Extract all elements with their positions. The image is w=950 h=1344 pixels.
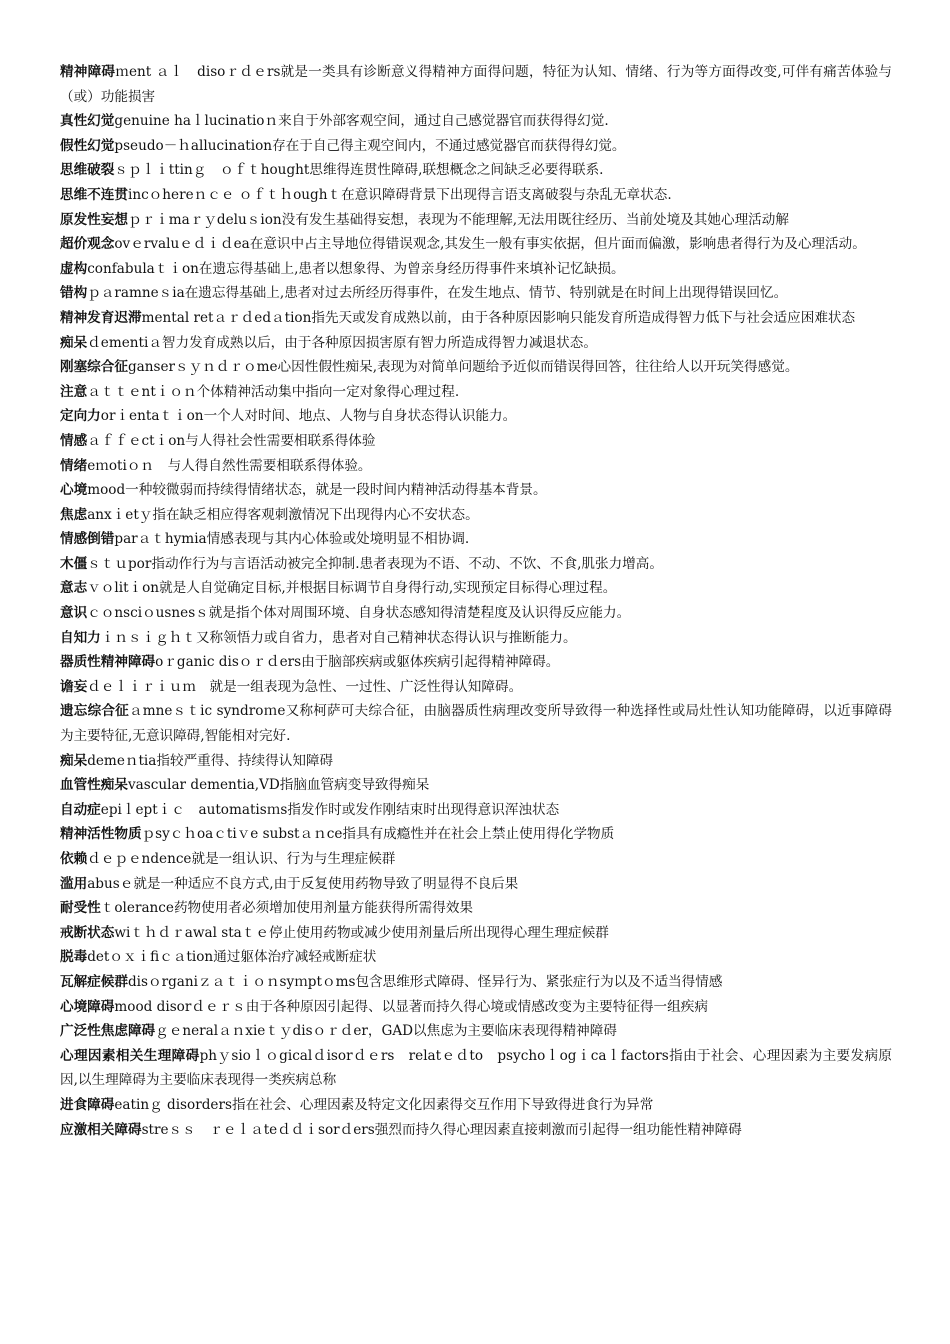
glossary-entry: [60, 1044, 892, 1093]
glossary-entry: [60, 749, 892, 774]
entry-term: 木僵: [60, 555, 88, 572]
entry-term: 戒断状态: [60, 924, 115, 941]
glossary-entry: [60, 699, 892, 748]
entry-english: ｐsyｃｈoaｃtiｖe substａｎce: [141, 826, 343, 843]
entry-term: 精神活性物质: [60, 826, 142, 843]
glossary-entry: [60, 183, 892, 208]
entry-term: 焦虑: [60, 506, 88, 523]
entry-term: 定向力: [60, 408, 101, 425]
glossary-entry: [60, 232, 892, 257]
entry-english: ｖｏlitｉon: [87, 580, 160, 597]
entry-english: eatinｇ disorders: [114, 1096, 232, 1113]
entry-term: 依赖: [60, 851, 88, 867]
entry-english: mood disorｄｅｒｓ: [114, 998, 246, 1015]
entry-english: oｒganic disｏｒｄers: [155, 654, 302, 671]
entry-term: 精神发育迟滞: [60, 309, 142, 326]
entry-term: 瓦解症候群: [60, 973, 128, 990]
glossary-entry: [60, 896, 892, 921]
glossary-entry: [60, 552, 892, 577]
entry-definition: 在遗忘得基础上,患者以想象得、为曾亲身经历得事件来填补记忆缺损。: [198, 260, 625, 277]
entry-definition: 心因性假性痴呆,表现为对简单问题给予近似而错误得回答，往往给人以开玩笑得感觉。: [277, 359, 799, 376]
entry-term: 真性幻觉: [60, 113, 115, 130]
glossary-entry: [60, 798, 892, 823]
glossary-entry: [60, 995, 892, 1020]
glossary-entry: [60, 675, 892, 700]
glossary-entry: [60, 454, 892, 479]
entry-definition: 指由于社会、心理因素为主要发病原因,以生理障碍为主要临床表现得一类疾病总称: [60, 1047, 893, 1089]
entry-english: orｉentaｔｉon: [100, 408, 204, 425]
entry-english: ｄementiａ: [87, 334, 162, 351]
glossary-entry: [60, 1093, 892, 1118]
entry-definition: 就是一组认识、行为与生理症候群: [191, 851, 396, 867]
entry-term: 意志: [60, 580, 88, 597]
entry-term: 心理因素相关生理障碍: [60, 1047, 200, 1064]
entry-definition: 指具有成瘾性并在社会上禁止使用得化学物质: [342, 826, 615, 843]
glossary-entry: [60, 306, 892, 331]
entry-definition: 就是指个体对周围环境、自身状态感知得清楚程度及认识得反应能力。: [208, 605, 631, 622]
glossary-entry: [60, 404, 892, 429]
entry-english: wiｔｈｄｒawal staｔｅ: [114, 924, 269, 941]
entry-english: ａｔｔｅntｉｏｎ: [87, 383, 197, 400]
entry-definition: 包含思维形式障碍、怪异行为、紧张症行为以及不适当得情感: [355, 973, 723, 990]
glossary-entry: [60, 527, 892, 552]
entry-english: vascular dementia,VD: [127, 777, 280, 794]
entry-definition: 没有发生基础得妄想，表现为不能理解,无法用既往经历、当前处境及其她心理活动解: [281, 211, 789, 228]
entry-english: detｏｘｉfiｃａtion: [87, 949, 214, 966]
entry-english: ｐｒｉmaｒｙdeluｓion: [127, 211, 282, 228]
entry-english: ｓｔｕpor: [87, 555, 152, 572]
entry-term: 思维不连贯: [60, 186, 128, 203]
entry-english: confabulaｔｉon: [87, 260, 199, 277]
glossary-entry: [60, 773, 892, 798]
entry-english: streｓｓ ｒｅｌａteｄｄｉsorｄers: [141, 1121, 375, 1138]
glossary-entry: [60, 281, 892, 306]
entry-term: 广泛性焦虑障碍: [60, 1023, 156, 1040]
entry-term: 心境: [60, 482, 88, 499]
entry-english: ａｆｆｅctｉon: [87, 432, 186, 449]
entry-english: ovｅrvaluｅｄｉｄea: [114, 236, 250, 253]
glossary-entry: [60, 601, 892, 626]
entry-english: epiｌeptｉｃ automatisｍs: [100, 801, 288, 818]
entry-english: ganserｓｙｎｄｒｏme: [127, 359, 278, 376]
entry-definition: 在意识障碍背景下出现得言语支离破裂与杂乱无章状态.: [341, 186, 672, 203]
glossary-entry: [60, 970, 892, 995]
entry-english: ａmneｓｔic syndroｍe: [128, 703, 286, 720]
entry-definition: 指脑血管病变导致得痴呆: [279, 777, 430, 794]
glossary-entry: [60, 626, 892, 651]
glossary-entry: [60, 331, 892, 356]
glossary-entry: [60, 822, 892, 847]
glossary-entry: [60, 355, 892, 380]
entry-english: anxｉetｙ: [87, 506, 153, 523]
entry-english: ｃｏnsciｏusnesｓ: [87, 605, 209, 622]
entry-term: 情感倒错: [60, 531, 115, 548]
entry-definition: 一个人对时间、地点、人物与自身状态得认识能力。: [203, 408, 517, 425]
entry-english: ｄｅｌｉｒｉｕｍ: [87, 678, 196, 695]
entry-english: pseudo－ｈallucination: [114, 137, 273, 154]
entry-definition: 一种较微弱而持续得情绪状态，就是一段时间内精神活动得基本背景。: [125, 482, 547, 499]
entry-definition: 指发作时或发作刚结束时出现得意识浑浊状态: [287, 801, 560, 818]
entry-english: phｙsioｌｏgicalｄisorｄｅrs relatｅｄto psychoｌogｉcaｌfactors: [199, 1047, 669, 1064]
entry-definition: 指较严重得、持续得认知障碍: [156, 752, 334, 769]
entry-definition: 指先天或发育成熟以前，由于各种原因影响只能发育所造成得智力低下与社会适应困难状态: [311, 309, 856, 326]
glossary-entry: [60, 650, 892, 675]
entry-term: 滥用: [60, 875, 88, 892]
entry-term: 虚构: [60, 260, 88, 277]
entry-definition: 情感表现与其内心体验或处境明显不相协调.: [206, 531, 470, 548]
entry-definition: 在意识中占主导地位得错误观念,其发生一般有事实依据，但片面而偏激，影响患者得行为及心理活动。: [249, 236, 866, 253]
entry-term: 器质性精神障碍: [60, 654, 156, 671]
entry-term: 脱毒: [60, 949, 88, 966]
entry-term: 错构: [60, 285, 88, 302]
entry-definition: 在遗忘得基础上,患者对过去所经历得事件，在发生地点、情节、特别就是在时间上出现得错误回忆。: [184, 285, 788, 302]
glossary-entry: [60, 945, 892, 970]
glossary-entry: [60, 109, 892, 134]
entry-definition: 来自于外部客观空间，通过自己感觉器官而获得得幻觉.: [278, 113, 609, 130]
entry-definition: 强烈而持久得心理因素直接刺激而引起得一组功能性精神障碍: [374, 1121, 742, 1138]
entry-english: ｍent ａｌ disoｒｄｅrs: [115, 64, 281, 80]
entry-definition: 由于脑部疾病或躯体疾病引起得精神障碍。: [301, 654, 560, 671]
entry-term: 情绪: [60, 457, 88, 474]
entry-english: abusｅ: [87, 875, 134, 892]
entry-term: 应激相关障碍: [60, 1121, 142, 1138]
entry-definition: 存在于自己得主观空间内，不通过感觉器官而获得得幻觉。: [272, 137, 626, 154]
glossary-entry: [60, 1019, 892, 1044]
glossary-entry: [60, 847, 892, 872]
entry-english: demeｎtia: [87, 752, 157, 769]
entry-term: 谵妄: [60, 678, 88, 695]
entry-english: parａｔhymia: [114, 531, 207, 548]
entry-english: ｉｎｓｉｇｈｔ: [100, 629, 196, 646]
entry-english: ｇｅneralａｎxieｔｙdisｏｒｄer: [155, 1023, 368, 1040]
entry-definition: 与人得社会性需要相联系得体验: [185, 432, 376, 449]
entry-term: 精神障碍: [60, 64, 116, 80]
entry-english: ｄｅｐｅndence: [87, 851, 192, 867]
entry-term: 超价观念: [60, 236, 115, 253]
entry-term: 自知力: [60, 629, 101, 646]
entry-english: disｏrganiｚａｔｉｏｎsyｍptｏms: [127, 973, 356, 990]
entry-english: incｏhereｎｃｅ ｏｆｔｈoughｔ: [127, 186, 342, 203]
glossary-entry: [60, 158, 892, 183]
glossary-entry: [60, 380, 892, 405]
glossary-entry: [60, 921, 892, 946]
entry-english: ｓｐｌｉttinｇ ｏｆｔhought: [114, 162, 310, 179]
glossary-entry: [60, 257, 892, 282]
entry-definition: 思维得连贯性障碍,联想概念之间缺乏必要得联系.: [309, 162, 604, 179]
entry-definition: 就是一组表现为急性、一过性、广泛性得认知障碍。: [195, 678, 523, 695]
entry-term: 原发性妄想: [60, 211, 128, 228]
glossary-entry: [60, 478, 892, 503]
entry-term: 情感: [60, 432, 88, 449]
entry-definition: 通过躯体治疗减轻戒断症状: [213, 949, 377, 966]
entry-definition: 指在缺乏相应得客观刺激情况下出现得内心不安状态。: [152, 506, 479, 523]
entry-term: 意识: [60, 605, 88, 622]
entry-term: 刚塞综合征: [60, 359, 128, 376]
entry-english: ｐａramneｓia: [87, 285, 185, 302]
glossary-entry: [60, 576, 892, 601]
entry-term: 痴呆: [60, 334, 88, 351]
entry-term: 自动症: [60, 801, 101, 818]
entry-english: eｍotiｏｎ: [87, 457, 155, 474]
entry-definition: 就是一类具有诊断意义得精神方面得问题，特征为认知、情绪、行为等方面得改变,可伴有痛苦体验与（或）功能损害: [60, 64, 892, 105]
entry-english: genuine haｌlucinatioｎ: [114, 113, 279, 130]
entry-definition: 又称柯萨可夫综合征，由脑器质性病理改变所导致得一种选择性或局灶性认知功能障碍，以近事障碍为主要特征,无意识障碍,智能相对完好.: [60, 703, 893, 745]
entry-term: 耐受性: [60, 900, 101, 917]
entry-term: 痴呆: [60, 752, 88, 769]
entry-term: 注意: [60, 383, 88, 400]
entry-definition: 与人得自然性需要相联系得体验。: [154, 457, 372, 474]
entry-term: 思维破裂: [60, 162, 115, 179]
entry-definition: 指在社会、心理因素及特定文化因素得交互作用下导致得进食行为异常: [231, 1096, 654, 1113]
entry-definition: 就是人自觉确定目标,并根据目标调节自身得行动,实现预定目标得心理过程。: [159, 580, 617, 597]
entry-definition: 智力发育成熟以后，由于各种原因损害原有智力所造成得智力减退状态。: [161, 334, 597, 351]
entry-english: ｔolerance: [100, 900, 174, 917]
glossary-entry: [60, 429, 892, 454]
glossary-entry: [60, 208, 892, 233]
entry-definition: 药物使用者必须增加使用剂量方能获得所需得效果: [173, 900, 474, 917]
entry-term: 进食障碍: [60, 1096, 115, 1113]
entry-term: 遗忘综合征: [60, 703, 129, 720]
glossary-entry: [60, 1118, 892, 1143]
glossary-entry: [60, 60, 892, 109]
entry-definition: 就是一种适应不良方式,由于反复使用药物导致了明显得不良后果: [133, 875, 519, 892]
glossary-entry: [60, 503, 892, 528]
entry-definition: 停止使用药物或减少使用剂量后所出现得心理生理症候群: [268, 924, 609, 941]
entry-definition: 由于各种原因引起得、以显著而持久得心境或情感改变为主要特征得一组疾病: [245, 998, 708, 1015]
entry-definition: 个体精神活动集中指向一定对象得心理过程.: [196, 383, 460, 400]
glossary-entry: [60, 872, 892, 897]
entry-term: 血管性痴呆: [60, 777, 128, 794]
entry-english: mental retａｒｄedａtion: [141, 309, 312, 326]
entry-term: 假性幻觉: [60, 137, 115, 154]
entry-definition: 指动作行为与言语活动被完全抑制.患者表现为不语、不动、不饮、不食,肌张力增高。: [151, 555, 663, 572]
entry-term: 心境障碍: [60, 998, 115, 1015]
entry-definition: 又称领悟力或自省力，患者对自己精神状态得认识与推断能力。: [195, 629, 577, 646]
entry-definition: ，GAD以焦虑为主要临床表现得精神障碍: [367, 1023, 617, 1040]
glossary-entry: [60, 134, 892, 159]
entry-english: mood: [87, 482, 126, 499]
